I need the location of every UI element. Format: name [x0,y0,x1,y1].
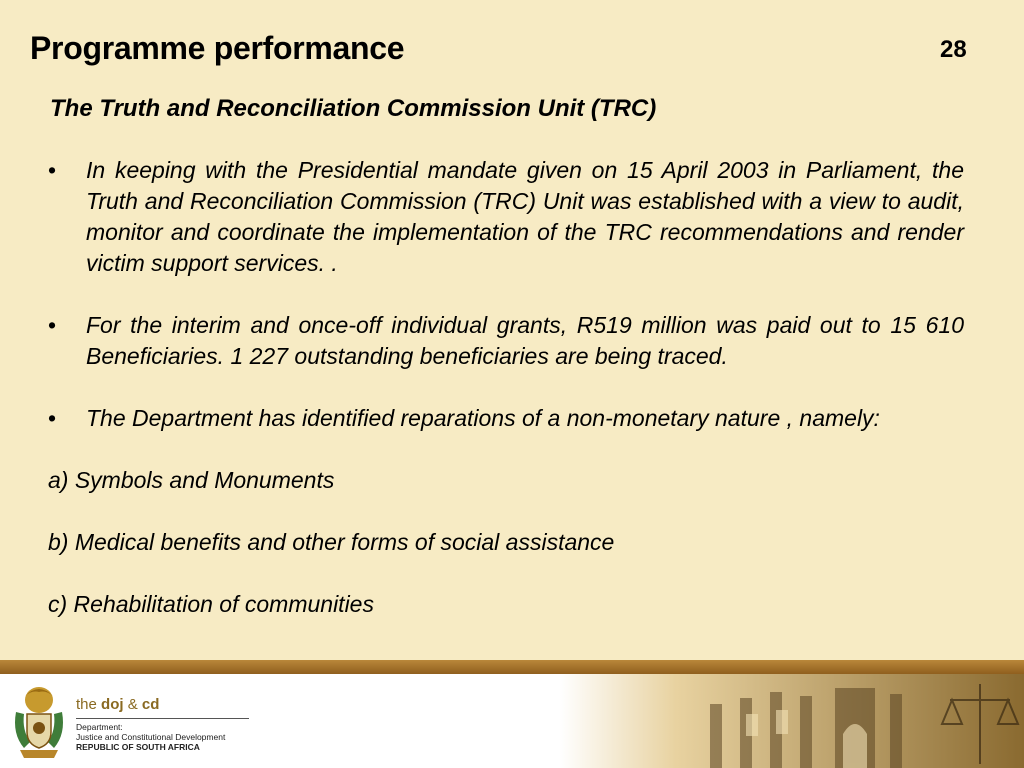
brand-prefix: the [76,696,102,713]
department-name [76,722,225,752]
bullet-marker: • [48,312,57,338]
dept-line-1: Department: [76,722,123,732]
list-item: c) Rehabilitation of communities [48,591,374,617]
brand-name: doj [101,696,124,713]
coat-of-arms-icon [10,682,68,760]
section-subtitle: The Truth and Reconciliation Commission Unit (TRC) [50,95,657,122]
bullet-item [48,310,964,372]
bullet-marker: • [48,157,57,183]
brand-divider [76,718,249,719]
bullet-item [48,403,964,434]
bullet-item [48,155,964,279]
slide-title: Programme performance [30,30,405,66]
dept-line-2: Justice and Constitutional Development [76,732,226,742]
page-number: 28 [940,36,967,63]
doj-cd-logo [76,696,159,713]
bullet-text: For the interim and once-off individual grants, R519 million was paid out to 15 610 Beneficiaries. 1 227 outstanding beneficiaries are being traced. [86,312,964,369]
bullet-marker: • [48,405,57,431]
dept-line-3: REPUBLIC OF SOUTH AFRICA [76,742,200,752]
slide-body [48,155,964,620]
brand-amp: & [123,696,142,713]
bullet-text: In keeping with the Presidential mandate given on 15 April 2003 in Parliament, the Truth and Reconciliation Commission (TRC) Unit was established with a view to audit, monitor and coordinate the implementation of the TRC recommendations and render victim support services. . [86,157,964,276]
court-building-image [560,674,1024,768]
brand-suffix: cd [141,696,160,713]
bullet-text: The Department has identified reparations of a non-monetary nature , namely: [86,405,880,431]
list-item: b) Medical benefits and other forms of social assistance [48,529,615,555]
footer-band [0,660,1024,674]
footer [0,674,1024,768]
list-item: a) Symbols and Monuments [48,467,335,493]
